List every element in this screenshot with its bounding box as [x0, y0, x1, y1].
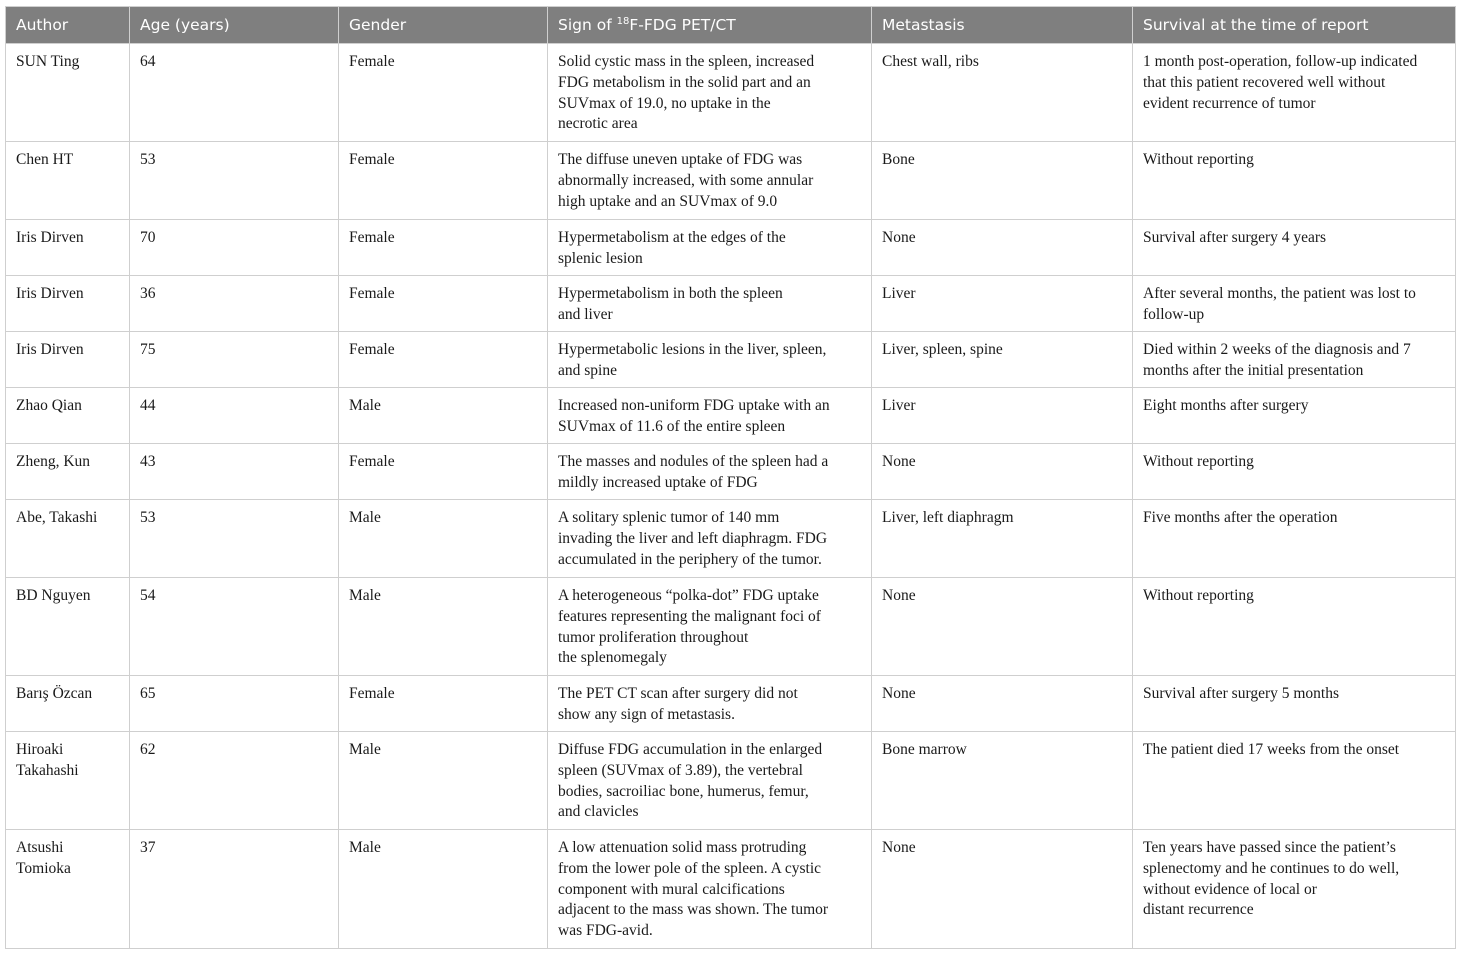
cell-sign: A solitary splenic tumor of 140 mm invading the liver and left diaphragm. FDG accumulated in the periphery of the tumor. [548, 500, 872, 578]
cell-survival: Ten years have passed since the patient’s splenectomy and he continues to do well, without evidence of local or distant recurrence [1133, 830, 1456, 949]
header-metastasis: Metastasis [872, 7, 1133, 44]
table-row [6, 142, 1456, 220]
cell-survival: After several months, the patient was lost to follow-up [1133, 276, 1456, 332]
cell-author: Barış Özcan [6, 676, 130, 732]
header-author: Author [6, 7, 130, 44]
cell-sign: Solid cystic mass in the spleen, increased FDG metabolism in the solid part and an SUVmax of 19.0, no uptake in the necrotic area [548, 44, 872, 142]
cell-author: Iris Dirven [6, 276, 130, 332]
table-header [6, 7, 1456, 44]
header-sign-prefix: Sign of [558, 16, 617, 34]
cell-gender: Female [339, 276, 548, 332]
cell-survival: Without reporting [1133, 578, 1456, 676]
cell-sign: Hypermetabolic lesions in the liver, spleen, and spine [548, 332, 872, 388]
table-body [6, 44, 1456, 949]
cell-metastasis: Chest wall, ribs [872, 44, 1133, 142]
cell-age: 64 [130, 44, 339, 142]
table-row [6, 44, 1456, 142]
cell-sign: Hypermetabolism at the edges of the splenic lesion [548, 220, 872, 276]
table-row [6, 830, 1456, 949]
cell-gender: Female [339, 44, 548, 142]
table-row [6, 332, 1456, 388]
cell-metastasis: Liver [872, 276, 1133, 332]
cell-sign: A heterogeneous “polka-dot” FDG uptake features representing the malignant foci of tumor proliferation throughout the splenomegaly [548, 578, 872, 676]
table-row [6, 444, 1456, 500]
cell-gender: Female [339, 676, 548, 732]
cell-metastasis: None [872, 220, 1133, 276]
cell-author: Iris Dirven [6, 332, 130, 388]
cell-survival: Eight months after surgery [1133, 388, 1456, 444]
cell-metastasis: None [872, 444, 1133, 500]
header-sign [548, 7, 872, 44]
cell-gender: Male [339, 578, 548, 676]
cell-age: 44 [130, 388, 339, 444]
cell-metastasis: Liver, spleen, spine [872, 332, 1133, 388]
header-survival: Survival at the time of report [1133, 7, 1456, 44]
cell-age: 36 [130, 276, 339, 332]
cell-age: 75 [130, 332, 339, 388]
cell-gender: Female [339, 444, 548, 500]
cell-metastasis: Liver, left diaphragm [872, 500, 1133, 578]
cell-sign: Diffuse FDG accumulation in the enlarged spleen (SUVmax of 3.89), the vertebral bodies, sacroiliac bone, humerus, femur, and clavicles [548, 732, 872, 830]
cell-gender: Female [339, 220, 548, 276]
table-row [6, 388, 1456, 444]
cell-sign: The masses and nodules of the spleen had a mildly increased uptake of FDG [548, 444, 872, 500]
cell-sign: Hypermetabolism in both the spleen and liver [548, 276, 872, 332]
cell-survival: Survival after surgery 5 months [1133, 676, 1456, 732]
cell-author: BD Nguyen [6, 578, 130, 676]
cell-metastasis: Bone [872, 142, 1133, 220]
header-row [6, 7, 1456, 44]
cell-age: 65 [130, 676, 339, 732]
table-row [6, 276, 1456, 332]
header-sign-suffix: F-FDG PET/CT [629, 16, 736, 34]
cell-sign: Increased non-uniform FDG uptake with an SUVmax of 11.6 of the entire spleen [548, 388, 872, 444]
cell-age: 53 [130, 500, 339, 578]
cell-age: 54 [130, 578, 339, 676]
cell-survival: Without reporting [1133, 142, 1456, 220]
header-gender: Gender [339, 7, 548, 44]
table-row [6, 732, 1456, 830]
cell-gender: Male [339, 500, 548, 578]
cell-gender: Male [339, 388, 548, 444]
cell-sign: A low attenuation solid mass protruding from the lower pole of the spleen. A cystic component with mural calcifications adjacent to the mass was shown. The tumor was FDG-avid. [548, 830, 872, 949]
header-sign-isotope: 18 [616, 16, 630, 27]
cell-survival: Survival after surgery 4 years [1133, 220, 1456, 276]
cell-author: Atsushi Tomioka [6, 830, 130, 949]
cell-survival: Died within 2 weeks of the diagnosis and 7 months after the initial presentation [1133, 332, 1456, 388]
cell-age: 70 [130, 220, 339, 276]
cell-survival: The patient died 17 weeks from the onset [1133, 732, 1456, 830]
table-row [6, 220, 1456, 276]
cell-gender: Male [339, 830, 548, 949]
cell-author: Zheng, Kun [6, 444, 130, 500]
cell-gender: Female [339, 332, 548, 388]
cell-age: 62 [130, 732, 339, 830]
cell-sign: The diffuse uneven uptake of FDG was abnormally increased, with some annular high uptake and an SUVmax of 9.0 [548, 142, 872, 220]
cell-survival: Without reporting [1133, 444, 1456, 500]
cell-author: Chen HT [6, 142, 130, 220]
cell-author: SUN Ting [6, 44, 130, 142]
cell-age: 43 [130, 444, 339, 500]
cell-author: Hiroaki Takahashi [6, 732, 130, 830]
table-row [6, 578, 1456, 676]
cell-age: 37 [130, 830, 339, 949]
header-age: Age (years) [130, 7, 339, 44]
cell-gender: Female [339, 142, 548, 220]
cell-metastasis: Bone marrow [872, 732, 1133, 830]
table-row [6, 500, 1456, 578]
cell-sign: The PET CT scan after surgery did not show any sign of metastasis. [548, 676, 872, 732]
cell-metastasis: Liver [872, 388, 1133, 444]
cell-metastasis: None [872, 578, 1133, 676]
cell-metastasis: None [872, 676, 1133, 732]
cell-survival: Five months after the operation [1133, 500, 1456, 578]
table-row [6, 676, 1456, 732]
cell-author: Zhao Qian [6, 388, 130, 444]
case-report-table [5, 6, 1456, 949]
cell-author: Abe, Takashi [6, 500, 130, 578]
cell-survival: 1 month post-operation, follow-up indicated that this patient recovered well without evident recurrence of tumor [1133, 44, 1456, 142]
cell-age: 53 [130, 142, 339, 220]
cell-metastasis: None [872, 830, 1133, 949]
cell-gender: Male [339, 732, 548, 830]
cell-author: Iris Dirven [6, 220, 130, 276]
